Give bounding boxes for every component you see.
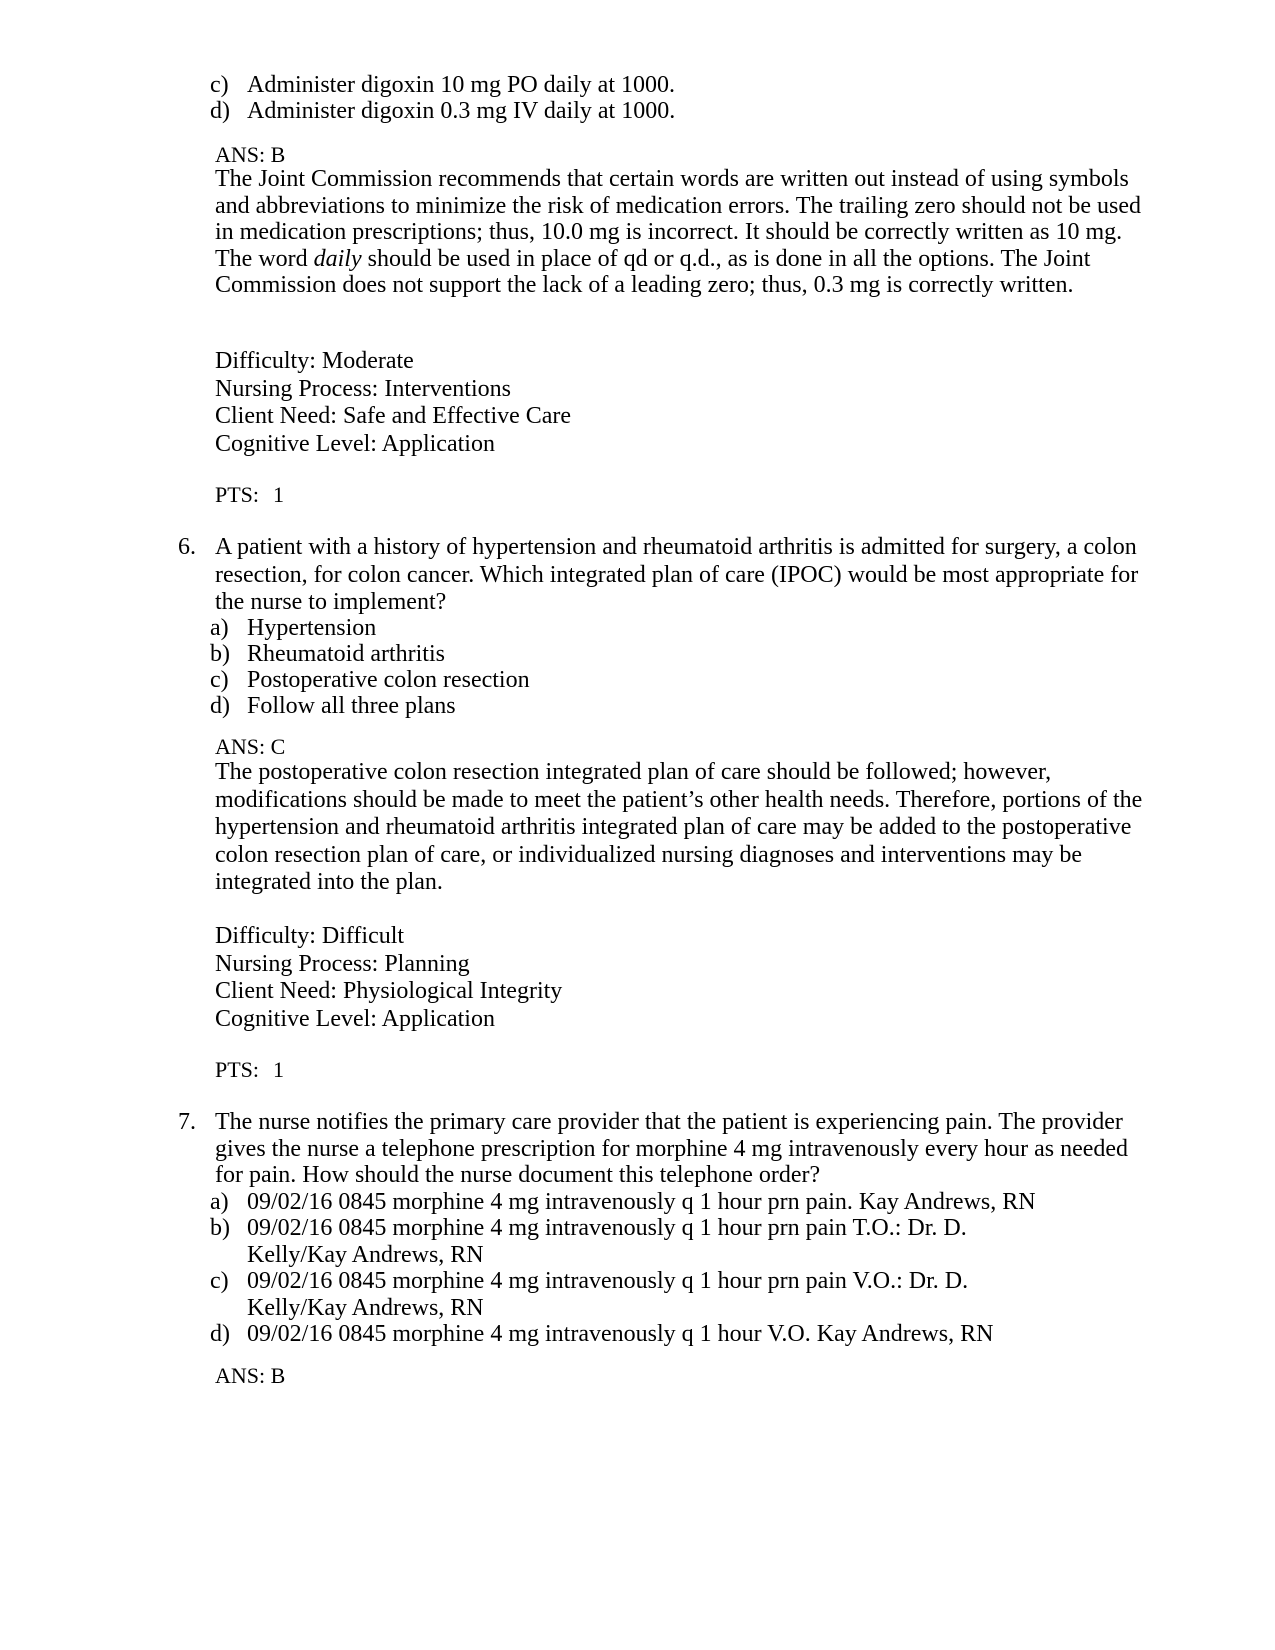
- q6-metadata: [215, 923, 1155, 1033]
- option-letter: b): [210, 641, 230, 667]
- pts-label: PTS:: [215, 482, 260, 507]
- q7-option-c: [210, 1268, 970, 1321]
- option-letter: d): [210, 1321, 230, 1347]
- option-letter: d): [210, 98, 230, 124]
- q5-option-d: [210, 98, 1155, 125]
- pts-value: 1: [273, 1057, 285, 1082]
- client-need: Client Need: Physiological Integrity: [215, 978, 563, 1004]
- option-letter: d): [210, 693, 230, 719]
- rationale-italic-word: daily: [313, 245, 362, 272]
- rationale-text: The Joint Commission recommends that certain words are written out instead of using symbols and abbreviations to minimize the risk of medication errors. The trailing zero should not be used in medication prescriptions; thus, 10.0 mg is incorrect. It should be correctly written as 10 mg. The word: [215, 166, 1141, 272]
- q7-answer: ANS: B: [215, 1363, 286, 1388]
- option-text: Hypertension: [247, 615, 377, 641]
- cognitive-level: Cognitive Level: Application: [215, 1005, 495, 1032]
- q7-stem: The nurse notifies the primary care provider that the patient is experiencing pain. The provider gives the nurse a telephone prescription for morphine 4 mg intravenously every hour as needed for pain. How should the nurse document this telephone order?: [215, 1109, 1129, 1188]
- q5-option-c: [210, 72, 1155, 99]
- q6-points: [215, 1057, 615, 1084]
- pts-label: PTS:: [215, 1057, 260, 1082]
- q7-option-d: [210, 1321, 1155, 1348]
- option-text: Rheumatoid arthritis: [247, 641, 445, 667]
- option-text: Follow all three plans: [247, 693, 456, 719]
- q5-metadata: [215, 348, 1155, 458]
- option-letter: a): [210, 615, 229, 641]
- q6-option-b: [210, 641, 1155, 668]
- q6-option-a: [210, 615, 1155, 642]
- q6-answer: ANS: C: [215, 734, 286, 759]
- option-letter: c): [210, 1268, 229, 1294]
- q7-number: 7.: [178, 1109, 196, 1135]
- q6-stem: A patient with a history of hypertension and rheumatoid arthritis is admitted for surgery, a colon resection, for colon cancer. Which integrated plan of care (IPOC) would be most appropriate for the nurse to implement?: [215, 534, 1139, 615]
- difficulty: Difficulty: Moderate: [215, 348, 414, 374]
- rationale-text: should be used in place of qd or q.d., as is done in all the options. The Joint Commission does not support the lack of a leading zero; thus, 0.3 mg is correctly written.: [215, 245, 1091, 298]
- q6-number: 6.: [178, 534, 196, 560]
- option-letter: c): [210, 667, 229, 693]
- client-need: Client Need: Safe and Effective Care: [215, 403, 572, 429]
- q5-answer: ANS: B: [215, 142, 286, 167]
- option-letter: c): [210, 72, 229, 98]
- option-text: 09/02/16 0845 morphine 4 mg intravenously q 1 hour prn pain T.O.: Dr. D. Kelly/Kay Andrews, RN: [247, 1215, 967, 1268]
- q7-option-a: [210, 1189, 1155, 1216]
- q7-option-b: [210, 1215, 970, 1268]
- q6-rationale: The postoperative colon resection integrated plan of care should be followed; however, modifications should be made to meet the patient’s other health needs. Therefore, portions of the hypertension and rheumatoid arthritis integrated plan of care may be added to the postoperative colon resection plan of care, or individualized nursing diagnoses and interventions may be integrated into the plan.: [215, 759, 1143, 895]
- nursing-process: Nursing Process: Planning: [215, 950, 470, 977]
- option-text: Administer digoxin 10 mg PO daily at 1000.: [247, 72, 675, 98]
- q5-rationale: [215, 166, 1155, 299]
- option-text: Administer digoxin 0.3 mg IV daily at 1000.: [247, 98, 676, 124]
- option-letter: b): [210, 1215, 230, 1241]
- nursing-process: Nursing Process: Interventions: [215, 375, 511, 402]
- difficulty: Difficulty: Difficult: [215, 923, 405, 949]
- q5-points: [215, 482, 615, 509]
- option-text: 09/02/16 0845 morphine 4 mg intravenously q 1 hour prn pain V.O.: Dr. D. Kelly/Kay Andrews, RN: [247, 1268, 969, 1321]
- q6-option-d: [210, 693, 1155, 720]
- option-text: 09/02/16 0845 morphine 4 mg intravenously q 1 hour prn pain. Kay Andrews, RN: [247, 1189, 1036, 1215]
- option-text: Postoperative colon resection: [247, 667, 530, 693]
- q6-option-c: [210, 667, 1155, 694]
- pts-value: 1: [273, 482, 285, 507]
- option-letter: a): [210, 1189, 229, 1215]
- option-text: 09/02/16 0845 morphine 4 mg intravenously q 1 hour V.O. Kay Andrews, RN: [247, 1321, 994, 1347]
- cognitive-level: Cognitive Level: Application: [215, 430, 495, 457]
